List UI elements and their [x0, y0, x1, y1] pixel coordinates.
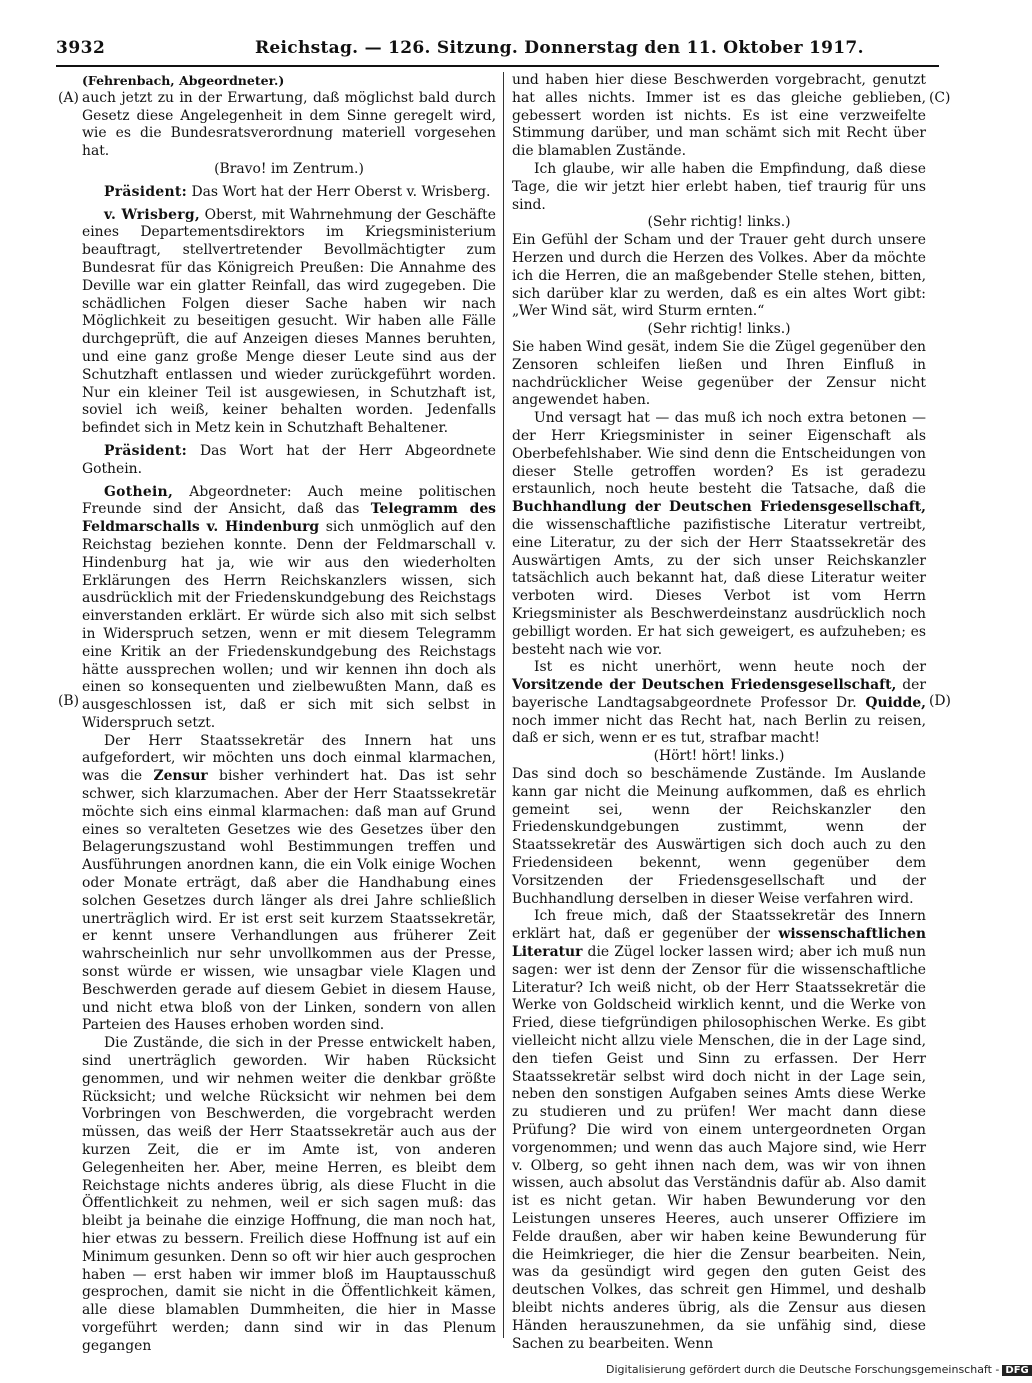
paragraph: Ich glaube, wir alle haben die Empfindung, daß diese Tage, die wir jetzt hier erlebt haben, tief traurig für uns sind. — [512, 160, 926, 213]
emphasis-text: Vorsitzende der Deutschen Friedensgesellschaft, — [512, 677, 897, 694]
speech-text: die wissenschaftliche pazifistische Literatur vertreibt, eine Literatur, zu der sich der Herr Staatssekretär des Auswärtigen Amts, zu der sich unser Reichskanzler tatsächlich auch bekannt hat, daß diese Literatur weiter verboten wird. Dieses Verbot ist vom Herrn Kriegsminister als Beschwerdeinstanz ausdrücklich noch gebilligt worden. Er hat sich geweigert, es aufzuheben; es besteht nach wie vor. — [512, 516, 926, 658]
speech-text: der bayerische Landtagsabgeordnete Professor Dr. — [512, 677, 926, 711]
speaker-name: v. Wrisberg, — [104, 206, 201, 223]
emphasis-text: Quidde, — [865, 694, 926, 711]
column-divider — [503, 72, 504, 1338]
speech-text: Ist es nicht unerhört, wenn heute noch der — [534, 659, 926, 676]
speech-text: sich unmöglich auf den Reichstag beziehen konnte. Denn der Feldmarschall v. Hindenburg hat ja, wie wir aus den wiederholten Erklärungen des Herrn Reichskanzlers wissen, sich ausdrücklich mit der Friedenskundgebung des Reichstags einverstanden erklärt. Er würde sich also mit sich selbst in Widerspruch setzen, wenn er mit diesem Telegramm eine Kritik an der Friedenskundgebung des Reichstags hätte aussprechen wollen; und wir kennen ihn doch als einen so konsequenten und zielbewußten Mann, daß es ausgeschlossen ist, daß er sich mit sich selbst in Widerspruch setzt. — [82, 519, 496, 731]
speech-text: Das Wort hat der Herr Abgeordnete Gothein. — [82, 442, 496, 477]
page-header — [0, 38, 1000, 68]
running-title: Reichstag. — 126. Sitzung. Donnerstag den 11. Oktober 1917. — [255, 38, 864, 58]
margin-marker-c: (C) — [929, 90, 951, 106]
emphasis-text: wissenschaftlichen Literatur — [512, 926, 926, 961]
speech-text: Oberst, mit Wahrnehmung der Geschäfte eines Departementsdirektors im Kriegsministerium beauftragt, stellvertretender Bevollmächtigter zum Bundesrat für das Königreich Preußen: Die Annahme des Deville war ein glatter Reinfall, das wird zugegeben. Die schädlichen Folgen dieser Sache haben wir nach Möglichkeit zu beseitigen gesucht. Wir haben alle Fälle durchgeprüft, die auf Anzeigen dieses Mannes beruhten, und eine ganz große Menge dieser Leute sind aus der Schutzhaft entlassen und wieder zurückgeführt worden. Nur ein kleiner Teil ist ausgewiesen, in Schutzhaft ist, soviel ich weiß, keiner behalten worden. Jedenfalls befindet sich in Metz kein in Schutzhaft Behaltener. — [82, 206, 496, 437]
left-column — [82, 72, 496, 1356]
paragraph — [82, 207, 496, 438]
speech-text: Ich freue mich, daß der Staatssekretär des Innern erklärt hat, daß er gegenüber der — [512, 908, 926, 943]
header-rule — [56, 65, 939, 67]
speech-text: die Zügel locker lassen wird; aber ich muß nun sagen: wer ist denn der Zensor für die wissenschaftliche Literatur? Ich weiß nicht, ob der Herr Staatssekretär die Werke von Goldscheid wirklich kennt, und die Werke von Fried, diese tiefgründigen philosophischen Werke. Es gibt vielleicht nicht allzu viele Menschen, die in der Lage sind, den tiefen Geist und Sinn zu erfassen. Der Herr Staatssekretär selbst wird doch nicht in der Lage sein, neben den sonstigen Aufgaben seines Amts diese Werke zu studieren und zu prüfen! Wer macht dann diese Prüfung? Die wird von einem untergeordneten Organ vorgenommen; und wenn das auch Majore sind, wie Herr v. Olberg, so geht ihnen nach dem, was wir von ihnen wissen, auch absolut das Verständnis dafür ab. Also damit ist es nicht getan. Wir haben Bewunderung vor den Leistungen unseres Heeres, auch unserer Offiziere im Felde draußen, aber wir haben keine Bewunderung für die Heimkrieger, die hier die Zensur bearbeiten. Nein, was da gesündigt wird gegen den guten Geist des deutschen Volkes, das schreit gen Himmel, und deshalb bleibt nichts anderes übrig, als die Zensur aus diesen Händen herauszunehmen, da sie unfähig sind, diese Sachen zu bearbeiten. Wenn — [512, 944, 926, 1352]
paragraph — [82, 443, 496, 479]
paragraph — [512, 410, 926, 659]
margin-marker-a: (A) — [58, 90, 79, 106]
paragraph — [82, 733, 496, 1036]
paragraph: Sie haben Wind gesät, indem Sie die Zügel gegenüber den Zensoren schleifen ließen und Ihren Einfluß in nachdrücklicher Weise gegenüber der Zensur nicht angewendet haben. — [512, 338, 926, 409]
paragraph: auch jetzt zu in der Erwartung, daß möglichst bald durch Gesetz diese Angelegenheit in dem Sinne geregelt wird, wie es die Bundesratsverordnung materiell vorgesehen hat. — [82, 89, 496, 160]
speaker-name: Präsident: — [104, 442, 188, 459]
speech-text: Abgeordneter: Auch meine politischen Freunde sind der Ansicht, daß das — [82, 483, 496, 518]
paragraph: und haben hier diese Beschwerden vorgebracht, genutzt hat alles nichts. Immer ist es das gleiche geblieben, gebessert worden ist nichts. Es ist eine verzweifelte Stimmung darüber, und man schämt sich mit Recht über die blamablen Zustände. — [512, 72, 926, 160]
paragraph: Die Zustände, die sich in der Presse entwickelt haben, sind unerträglich geworden. Wir haben Rücksicht genommen, und wir nehmen weiter die denkbar größte Rücksicht; und welche Rücksicht wir nehmen bei dem Vorbringen von Beschwerden, die vorgebracht werden müssen, das weiß der Herr Staatssekretär auch aus der kurzen Zeit, die er im Amte ist, von anderen Gelegenheiten her. Aber, meine Herren, es bleibt dem Reichstage nichts anderes übrig, als diese Flucht in die Öffentlichkeit zu nehmen, weil er sich sagen muß: das bleibt ja beinahe die einzige Hoffnung, die man noch hat, hier etwas zu bessern. Freilich diese Hoffnung ist auf ein Minimum gesunken. Denn so oft wir hier auch gesprochen haben — erst haben wir immer bloß im Hauptausschuß gesprochen, damit sie nicht in die Öffentlichkeit kämen, alle diese blamablen Dummheiten, die hier in Masse vorgeführt werden; dann sind wir in das Plenum gegangen — [82, 1035, 496, 1354]
speech-text: bisher verhindert hat. Das ist sehr schwer, sich klarzumachen. Aber der Herr Staatssekretär möchte sich eins einmal klarmachen: daß man auf Grund eines so veralteten Gesetzes wie des Gesetzes über den Belagerungszustand wohl Bestimmungen treffen und Ausführungen anordnen kann, die ein Volk einige Wochen oder Monate erträgt, daß aber die Handhabung eines solchen Gesetzes durch länger als drei Jahre schließlich unerträglich wird. Er ist erst seit kurzem Staatssekretär, er kennt unsere Verhandlungen aus früherer Zeit wahrscheinlich nur sehr unvollkommen aus der Presse, sonst würde er wissen, wie unsagbar viele Klagen und Beschwerden gerade auf diesem Gebiet in diesem Hause, und nicht etwa bloß von der Linken, sondern von allen Parteien des Hauses erhoben worden sind. — [82, 768, 497, 1034]
emphasis-text: Buchhandlung der Deutschen Friedensgesellschaft, — [512, 499, 926, 516]
page-number: 3932 — [56, 38, 106, 58]
speaker-continuation: (Fehrenbach, Abgeordneter.) — [82, 73, 285, 88]
speech-text: Und versagt hat — das muß ich noch extra betonen — der Herr Kriegsminister in seiner Eigenschaft als Oberbefehlshaber. Wie sind denn die Entscheidungen von dieser Stelle getroffen worden? Es ist geradezu erstaunlich, noch heute besteht die Tatsache, daß die — [512, 410, 926, 498]
digitization-footer — [606, 1363, 1032, 1376]
interjection: (Hört! hört! links.) — [653, 748, 785, 765]
paragraph — [512, 908, 926, 1353]
paragraph — [82, 184, 496, 202]
emphasis-text: Zensur — [153, 768, 208, 785]
margin-marker-b: (B) — [58, 693, 80, 709]
dfg-logo: DFG — [1002, 1365, 1031, 1376]
interjection: (Sehr richtig! links.) — [647, 321, 791, 338]
footer-text: Digitalisierung gefördert durch die Deutsche Forschungsgemeinschaft - — [606, 1363, 1000, 1376]
emphasis-text: Telegramm des Feldmarschalls v. Hindenburg — [82, 501, 497, 536]
interjection: (Sehr richtig! links.) — [647, 214, 791, 231]
speech-text: Der Herr Staatssekretär des Innern hat uns aufgefordert, wir möchten uns doch einmal klarmachen, was die — [82, 732, 496, 785]
paragraph: Ein Gefühl der Scham und der Trauer geht durch unsere Herzen und durch die Herzen des Volkes. Aber da möchte ich die Herren, die an maßgebender Stelle stehen, bitten, sich darüber klar zu werden, daß es ein altes Wort gibt: „Wer Wind sät, wird Sturm ernten.“ — [512, 232, 926, 320]
speech-text: Das Wort hat der Herr Oberst v. Wrisberg. — [187, 183, 491, 200]
paragraph — [82, 484, 496, 733]
speaker-name: Präsident: — [104, 183, 188, 200]
margin-marker-d: (D) — [929, 693, 951, 709]
right-column — [512, 72, 926, 1353]
paragraph: Das sind doch so beschämende Zustände. Im Auslande kann gar nicht die Meinung aufkommen, daß es ehrlich gemeint sei, wenn der Reichskanzler den Friedenskundgebungen zustimmt, wenn der Staatssekretär des Auswärtigen sich doch auch zu den Friedensideen bekennt, wenn gegenüber dem Vorsitzenden der Friedensgesellschaft und der Buchhandlung derselben in dieser Weise verfahren wird. — [512, 766, 926, 907]
paragraph — [512, 659, 926, 748]
speaker-name: Gothein, — [104, 483, 174, 500]
interjection: (Bravo! im Zentrum.) — [214, 160, 364, 177]
speech-text: noch immer nicht das Recht hat, nach Berlin zu reisen, daß er sich, wenn er es tut, strafbar macht! — [512, 712, 926, 747]
